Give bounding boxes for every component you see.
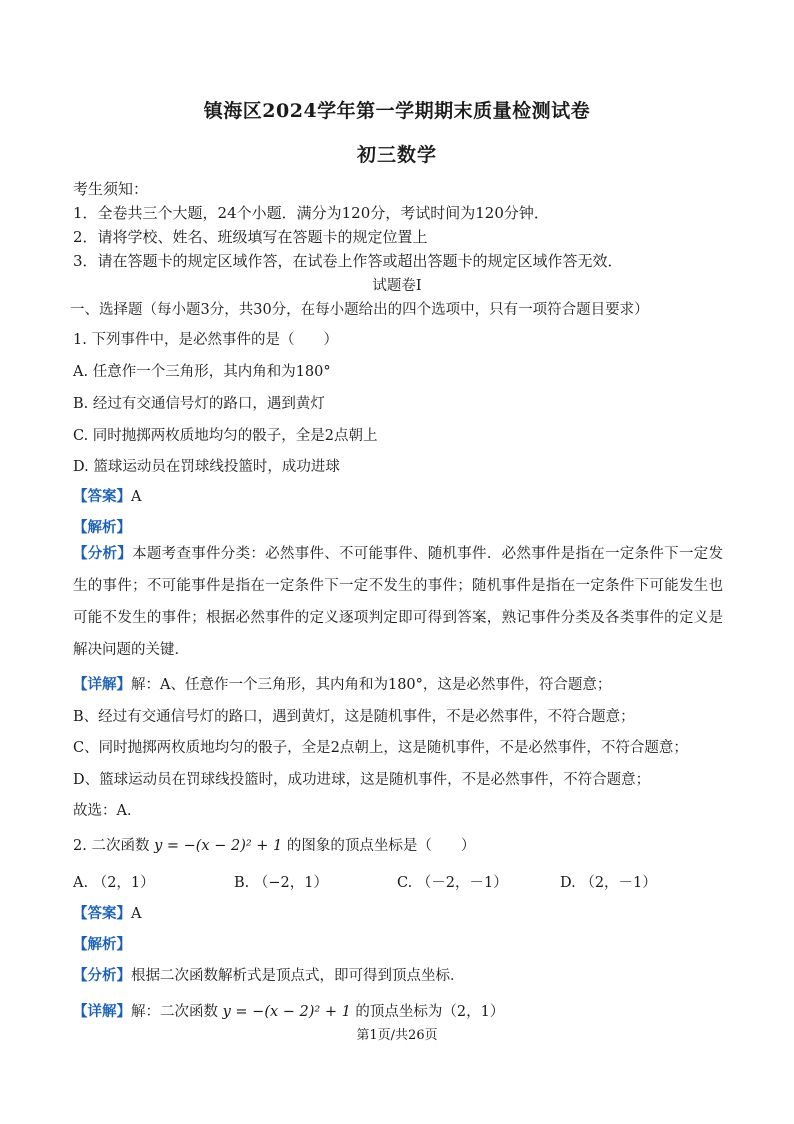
notice-item-3: 3．请在答题卡的规定区域作答，在试卷上作答或超出答题卡的规定区域作答无效． [73,252,623,270]
q1-detail-line-4: D、篮球运动员在罚球线投篮时，成功进球，这是随机事件，不是必然事件，不符合题意； [73,772,651,788]
q2-detail-formula: y = −(x − 2)² + 1 [222,1004,351,1020]
analysis-tag: 【解析】 [73,519,131,536]
q2-option-b: B. （−2，1） [234,875,328,891]
answer-tag: 【答案】 [73,488,131,505]
answer-value: A [131,489,142,505]
q1-option-c: C. 同时抛掷两枚质地均匀的骰子，全是2点朝上 [73,428,378,444]
exam-subtitle: 初三数学 [356,144,437,166]
q2-stem-post: 的图象的顶点坐标是（ ） [286,838,476,854]
q2-detail [73,1000,504,1021]
q1-detail-line-3: C、同时抛掷两枚质地均匀的骰子，全是2点朝上，这是随机事件，不是必然事件，不符合题意； [73,740,688,756]
q2-option-c: C. （－2，－1） [397,875,508,891]
answer-tag: 【答案】 [73,905,131,922]
q1-analysis-tag [73,516,131,537]
exam-title: 镇海区2024学年第一学期期末质量检测试卷 [203,100,591,122]
q2-stem [73,834,475,855]
section-heading: 一、选择题（每小题3分，共30分，在每小题给出的四个选项中，只有一项符合题目要求） [70,302,649,318]
notice-item-1: 1．全卷共三个大题，24个小题．满分为120分，考试时间为120分钟． [73,204,549,222]
page-footer: 第1页/共26页 [356,1028,438,1043]
notice-item-2: 2．请将学校、姓名、班级填写在答题卡的规定位置上 [73,228,428,246]
q1-option-d: D. 篮球运动员在罚球线投篮时，成功进球 [73,459,340,475]
q2-option-a: A. （2，1） [73,875,155,891]
q2-fenxi [73,964,465,985]
q1-option-a: A. 任意作一个三角形，其内角和为180° [73,364,331,380]
q2-analysis-tag [73,933,131,954]
fenxi-text: 本题考查事件分类：必然事件、不可能事件、随机事件．必然事件是指在一定条件下一定发生的事件；不可能事件是指在一定条件下一定不发生的事件；随机事件是指在一定条件下可能发生也可能不发生的事件；根据必然事件的定义逐项判定即可得到答案，熟记事件分类及各类事件的定义是解决问题的关键． [73,546,724,658]
q1-answer [73,485,141,506]
answer-value: A [131,906,142,922]
q1-conclusion: 故选：A． [73,803,142,819]
detail-tag: 【详解】 [73,1003,131,1020]
q1-fenxi [73,538,723,666]
paper-label: 试题卷Ⅰ [372,278,422,294]
q1-detail-line-2: B、经过有交通信号灯的路口，遇到黄灯，这是随机事件，不是必然事件，不符合题意； [73,709,635,725]
detail-pre: 解：二次函数 [131,1004,218,1020]
q1-option-b: B. 经过有交通信号灯的路口，遇到黄灯 [73,396,325,412]
detail-text: 解：A、任意作一个三角形，其内角和为180°，这是必然事件，符合题意； [131,677,612,693]
fenxi-tag: 【分析】 [73,967,131,984]
analysis-tag: 【解析】 [73,936,131,953]
q2-option-d: D. （2，－1） [560,875,657,891]
q2-formula: y = −(x − 2)² + 1 [154,838,283,854]
q2-stem-pre: 2. 二次函数 [73,838,150,854]
detail-tag: 【详解】 [73,676,131,693]
notice-heading: 考生须知： [73,180,149,198]
q1-stem: 1. 下列事件中，是必然事件的是（ ） [73,332,338,348]
fenxi-text: 根据二次函数解析式是顶点式，即可得到顶点坐标． [131,968,465,984]
detail-post: 的顶点坐标为（2，1） [355,1004,505,1020]
fenxi-tag: 【分析】 [73,545,133,562]
q1-detail-line-1 [73,673,611,694]
q2-answer [73,902,141,923]
